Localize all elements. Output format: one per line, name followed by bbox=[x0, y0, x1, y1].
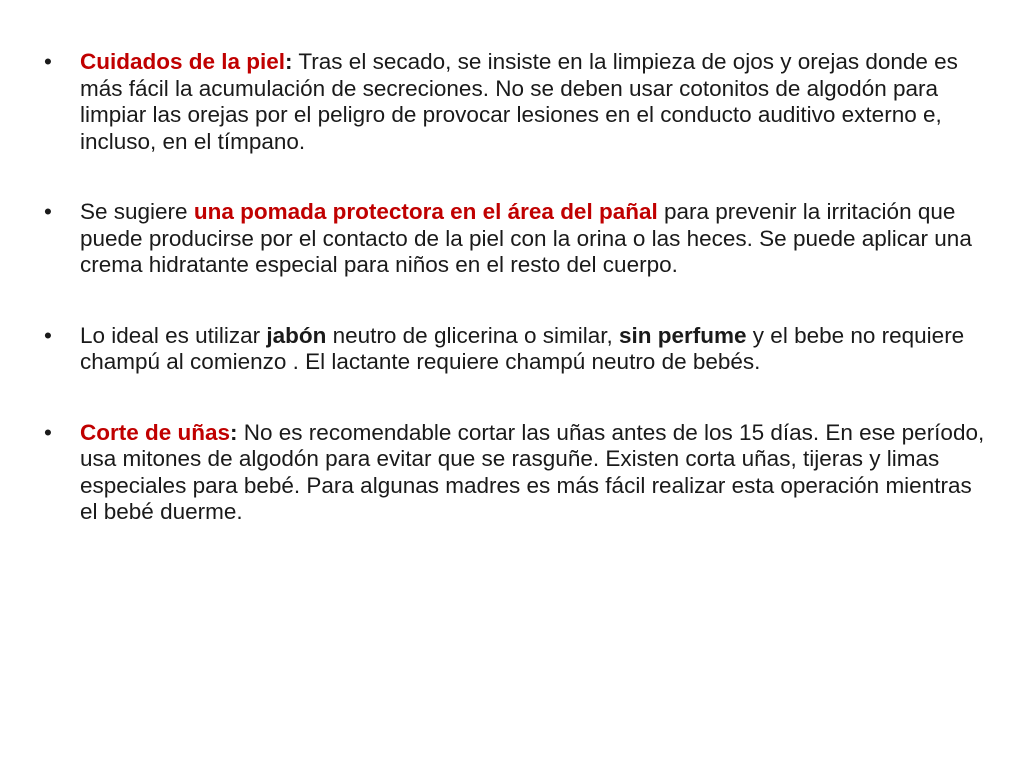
bullet-text: Se sugiere bbox=[80, 199, 194, 224]
bullet-list bbox=[44, 49, 994, 570]
bullet-marker: • bbox=[44, 49, 52, 74]
bullet-marker: • bbox=[44, 199, 52, 224]
bullet-item-soap bbox=[44, 323, 994, 376]
skin-care-heading: Cuidados de la piel bbox=[80, 49, 286, 74]
nail-cutting-heading: Corte de uñas bbox=[80, 419, 231, 445]
no-perfume-keyword: sin perfume bbox=[619, 322, 747, 348]
bullet-marker: • bbox=[44, 419, 52, 445]
bullet-text: para prevenir la irritación que puede producirse por el contacto de la piel con la orina o las heces. Se puede aplicar una crema hidratante especial para niños en el resto del cuerpo. bbox=[80, 199, 972, 277]
ointment-highlight: una pomada protectora en el área del pañal bbox=[193, 199, 658, 224]
bullet-text: No es recomendable cortar las uñas antes de los 15 días. En ese período, usa mitones de algodón para evitar que se rasguñe. Existen corta uñas, tijeras y limas especiales para bebé. Para algunas madres es más fácil realizar esta operación mientras el bebé duerme. bbox=[80, 419, 985, 524]
bullet-item-nail-cutting bbox=[44, 420, 994, 526]
heading-colon: : bbox=[285, 49, 293, 74]
bullet-text: y el bebe no requiere champú al comienzo . El lactante requiere champú neutro de bebés. bbox=[80, 322, 965, 374]
bullet-item-diaper-ointment bbox=[44, 199, 994, 279]
bullet-marker: • bbox=[44, 322, 52, 348]
bullet-text: neutro de glicerina o similar, bbox=[326, 322, 620, 348]
soap-keyword: jabón bbox=[266, 322, 327, 348]
bullet-text: Lo ideal es utilizar bbox=[80, 322, 267, 348]
heading-colon: : bbox=[230, 419, 238, 445]
bullet-text: Tras el secado, se insiste en la limpieza de ojos y orejas donde es más fácil la acumulación de secreciones. No se deben usar cotonitos de algodón para limpiar las orejas por el peligro de provocar lesiones en el conducto auditivo externo e, incluso, en el tímpano. bbox=[80, 49, 958, 154]
bullet-item-skin-care bbox=[44, 49, 994, 155]
